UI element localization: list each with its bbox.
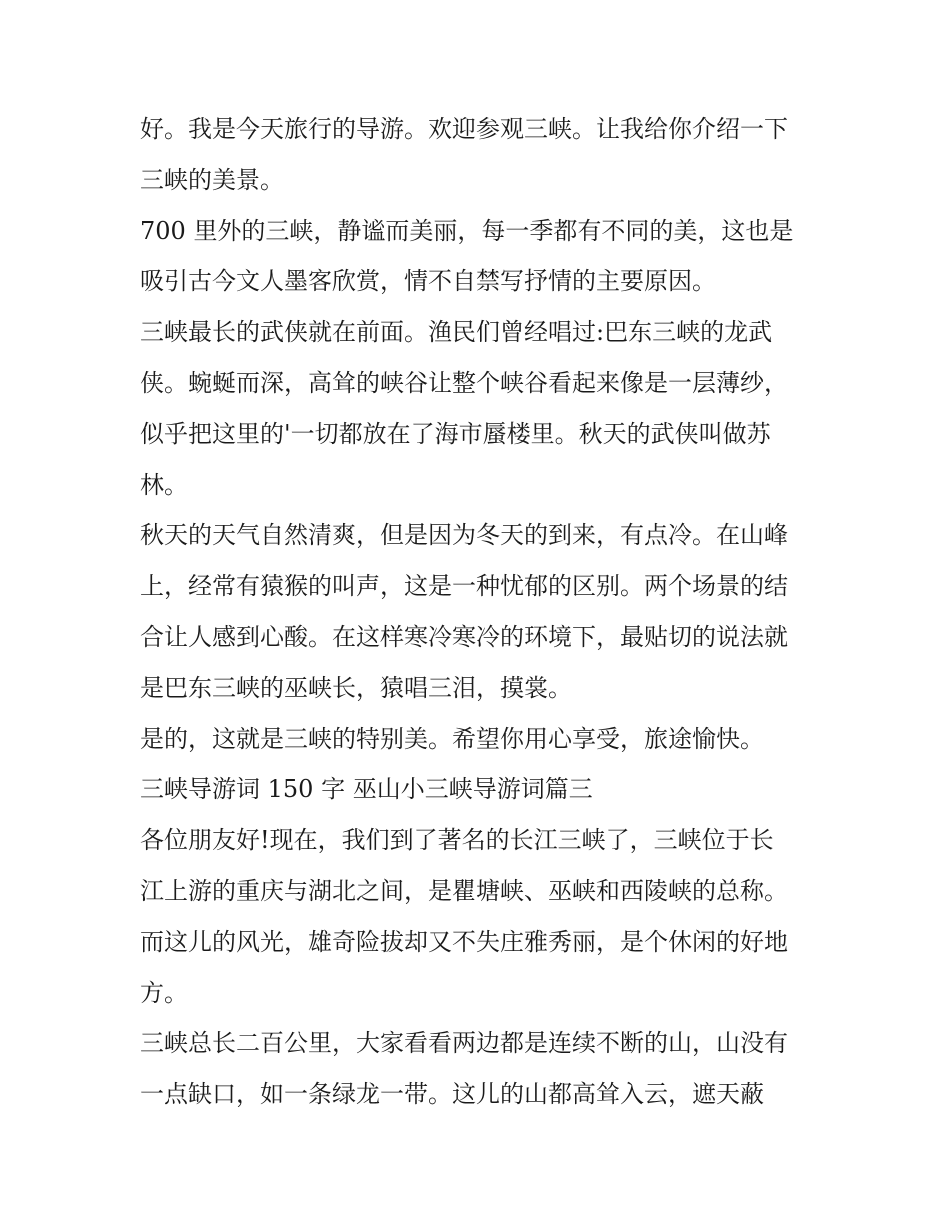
section-heading: 三峡导游词 150 字 巫山小三峡导游词篇三 [140,775,593,804]
text-line: 而这儿的风光，雄奇险拔却又不失庄雅秀丽，是个休闲的好地 [140,927,788,956]
text-line: 各位朋友好!现在，我们到了著名的长江三峡了，三峡位于长 [140,826,774,855]
text-line: 侠。蜿蜒而深，高耸的峡谷让整个峡谷看起来像是一层薄纱， [140,368,788,397]
text-line: 好。我是今天旅行的导游。欢迎参观三峡。让我给你介绍一下 [140,115,788,143]
text-line: 三峡总长二百公里，大家看看两边都是连续不断的山，山没有 [140,1029,788,1058]
text-line: 是巴东三峡的巫峡长，猿唱三泪，摸裳。 [140,673,572,702]
text-line: 林。 [140,470,188,499]
text-line: 700 里外的三峡，静谧而美丽，每一季都有不同的美，这也是 [140,216,794,245]
text-line: 秋天的天气自然清爽，但是因为冬天的到来，有点冷。在山峰 [140,521,788,550]
text-line: 似乎把这里的'一切都放在了海市蜃楼里。秋天的武侠叫做苏 [140,419,771,448]
document-body [140,104,820,1120]
text-line: 吸引古今文人墨客欣赏，情不自禁写抒情的主要原因。 [140,267,716,296]
text-line: 方。 [140,978,188,1007]
text-line: 三峡的美景。 [140,165,284,194]
text-line: 三峡最长的武侠就在前面。渔民们曾经唱过:巴东三峡的龙武 [140,318,773,347]
text-line: 合让人感到心酸。在这样寒冷寒冷的环境下，最贴切的说法就 [140,622,788,651]
text-line: 是的，这就是三峡的特别美。希望你用心享受，旅途愉快。 [140,724,764,753]
text-line: 江上游的重庆与湖北之间，是瞿塘峡、巫峡和西陵峡的总称。 [140,876,788,905]
text-line: 一点缺口，如一条绿龙一带。这儿的山都高耸入云，遮天蔽 [140,1080,764,1109]
text-line: 上，经常有猿猴的叫声，这是一种忧郁的区别。两个场景的结 [140,572,788,601]
